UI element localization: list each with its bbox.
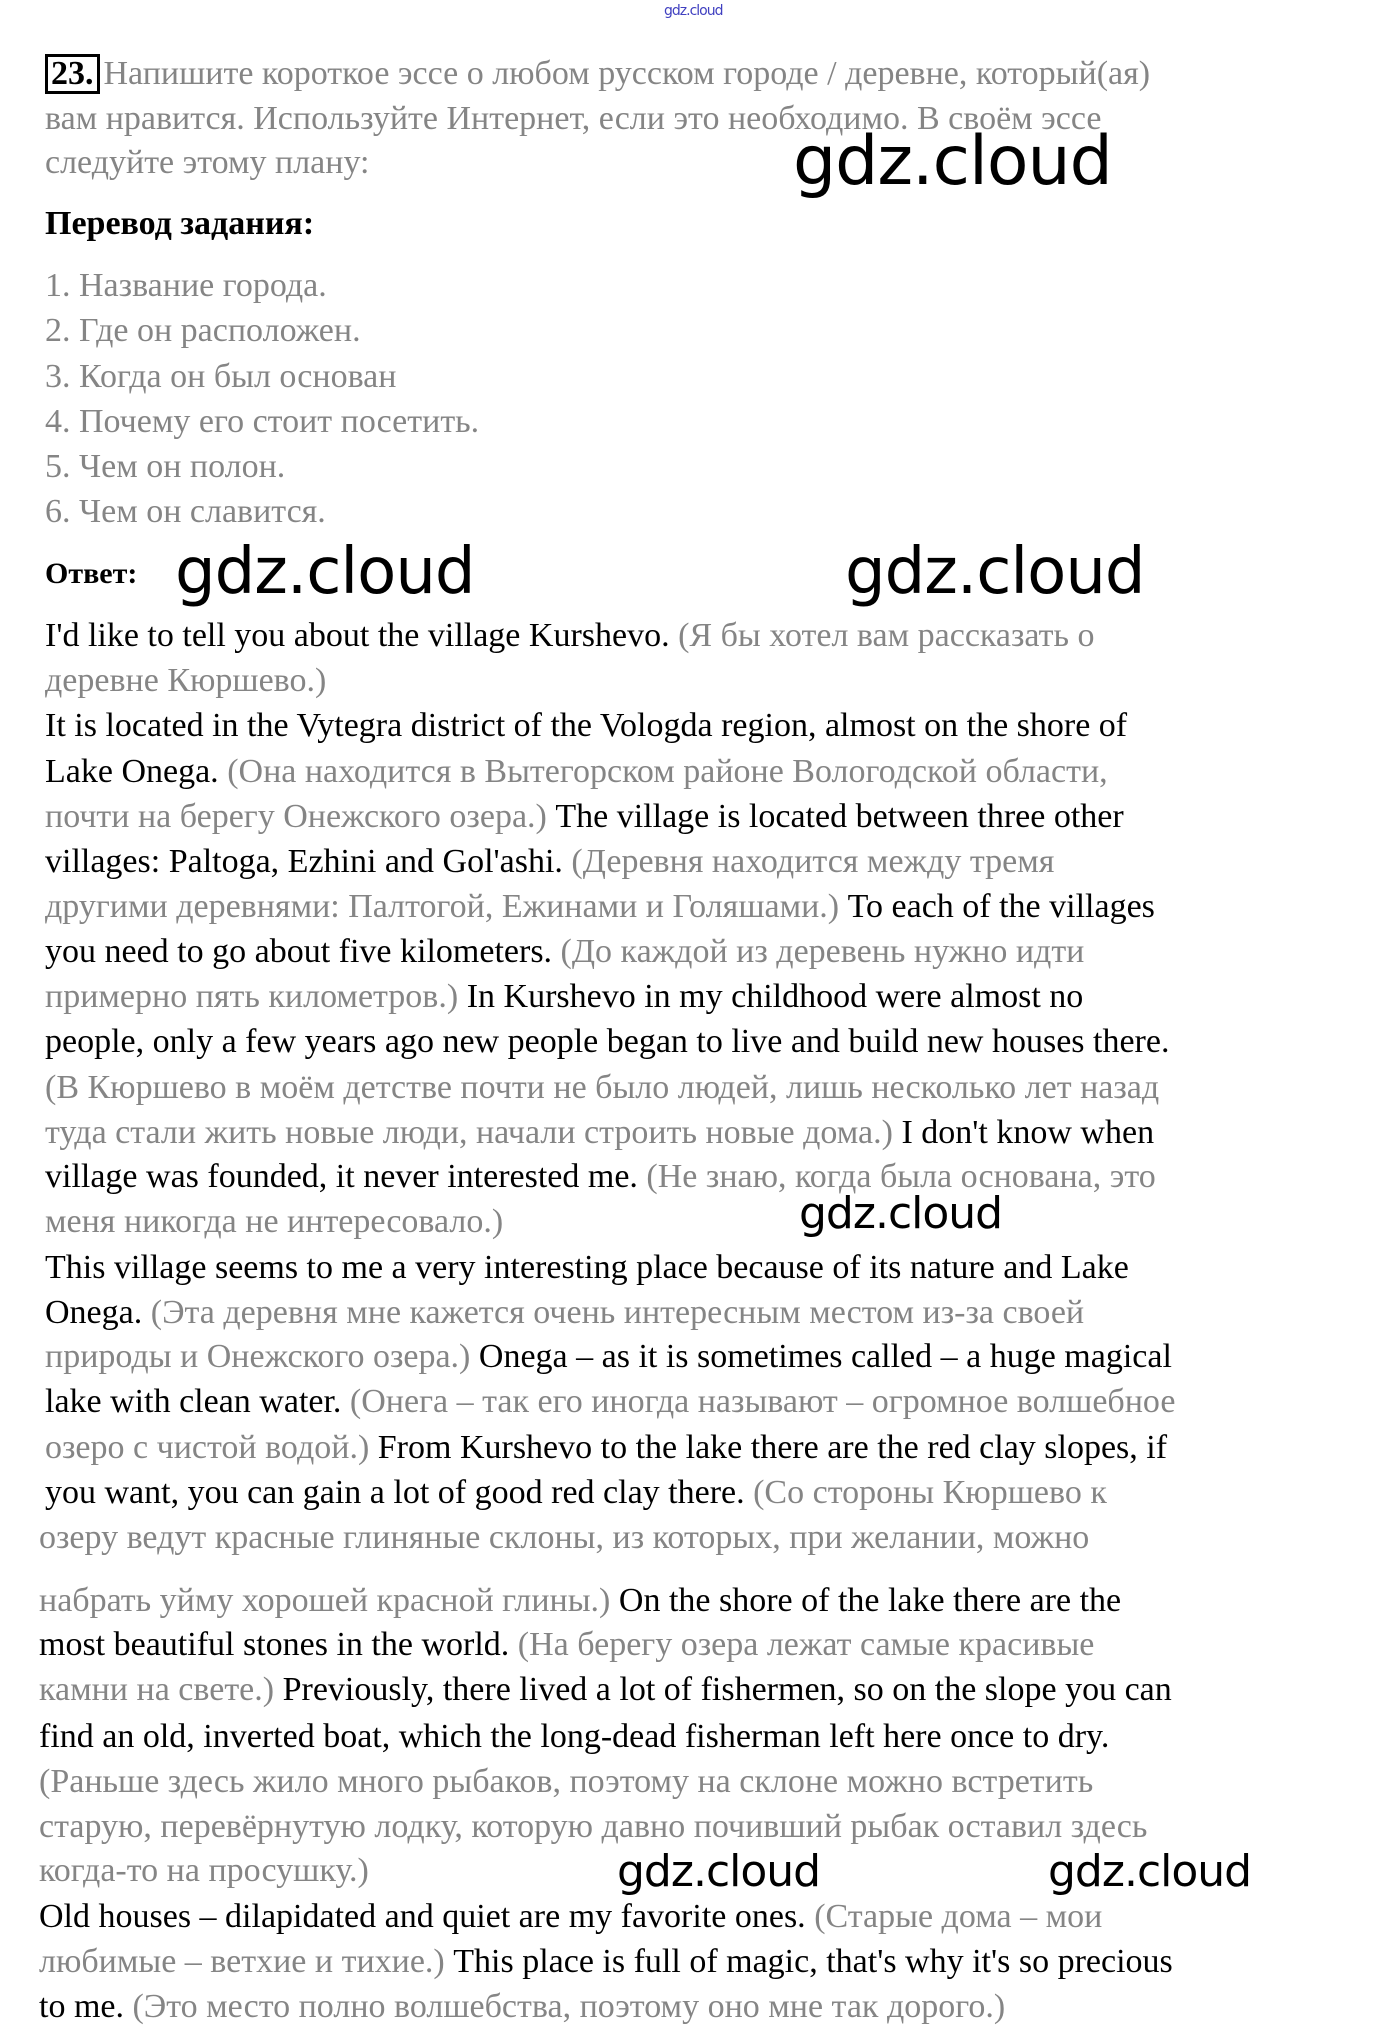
essay-line (39, 1623, 1094, 1667)
essay-line (39, 1940, 1173, 1984)
russian-translation: меня никогда не интересовало.) (45, 1203, 504, 1240)
english-text: I don't know when (901, 1114, 1155, 1151)
english-text: find an old, inverted boat, which the long-dead fisherman left here once to dry. (39, 1718, 1110, 1755)
english-text: you need to go about five kilometers. (45, 933, 561, 970)
russian-translation: озеру ведут красные глиняные склоны, из которых, при желании, можно (39, 1519, 1090, 1556)
plan-item: 5. Чем он полон. (45, 448, 286, 485)
english-text: to me. (39, 1988, 133, 2025)
english-text: On the shore of the lake there are the (618, 1582, 1122, 1619)
essay-line (39, 1516, 1089, 1560)
russian-translation: другими деревнями: Палтогой, Ежинами и Голяшами.) (45, 888, 848, 925)
english-text: This place is full of magic, that's why it's so precious (453, 1943, 1173, 1980)
english-text: Previously, there lived a lot of fishermen, so on the slope you can (282, 1671, 1172, 1708)
russian-translation: (Раньше здесь жило много рыбаков, поэтому на склоне можно встретить (39, 1763, 1094, 1800)
watermark-top: gdz.cloud (664, 3, 723, 19)
task-number: 23. (45, 54, 100, 94)
plan-item: 1. Название города. (45, 267, 327, 304)
essay-line (39, 1985, 1005, 2029)
russian-translation: туда стали жить новые люди, начали строить новые дома.) (45, 1114, 902, 1151)
russian-translation: (Старые дома – мои (814, 1898, 1103, 1935)
russian-translation: (Деревня находится между тремя (571, 843, 1055, 880)
russian-translation: (Эта деревня мне кажется очень интересным местом из-за своей (150, 1294, 1085, 1331)
essay-line (45, 704, 1127, 748)
russian-translation: (Со стороны Кюршево к (753, 1474, 1107, 1511)
english-text: It is located in the Vytegra district of the Vologda region, almost on the shore of (45, 707, 1128, 744)
english-text: most beautiful stones in the world. (39, 1626, 518, 1663)
essay-line (39, 1805, 1147, 1849)
russian-translation: (На берегу озера лежат самые красивые (517, 1626, 1095, 1663)
english-text: To each of the villages (847, 888, 1155, 925)
essay-line (45, 840, 1054, 884)
english-text: Onega – as it is sometimes called – a huge magical (478, 1338, 1172, 1375)
prompt-text: Напишите короткое эссе о любом русском городе / деревне, который(ая) (103, 55, 1151, 92)
english-text: I'd like to tell you about the village Kurshevo. (45, 617, 679, 654)
essay-line (45, 1471, 1107, 1515)
answer-label: Ответ: (45, 557, 138, 590)
essay-line (39, 1579, 1121, 1623)
essay-line (45, 750, 1108, 794)
essay-line (45, 1246, 1129, 1290)
russian-translation: (Не знаю, когда была основана, это (646, 1158, 1156, 1195)
english-text: Old houses – dilapidated and quiet are my favorite ones. (39, 1898, 815, 1935)
english-text: In Kurshevo in my childhood were almost no (466, 978, 1084, 1015)
essay-line (45, 1380, 1175, 1424)
essay-line (45, 930, 1084, 974)
russian-translation: (В Кюршево в моём детстве почти не было людей, лишь несколько лет назад (45, 1069, 1160, 1106)
essay-line (45, 1426, 1167, 1470)
task-prompt-line: вам нравится. Используйте Интернет, если это необходимо. В своём эссе (45, 100, 1102, 137)
russian-translation: когда-то на просушку.) (39, 1852, 369, 1889)
essay-line (45, 1111, 1154, 1155)
essay-line (45, 614, 1095, 658)
watermark: gdz.cloud (617, 1846, 821, 1897)
task-prompt-line: следуйте этому плану: (45, 144, 370, 181)
russian-translation: (Она находится в Вытегорском районе Вологодской области, (227, 753, 1108, 790)
essay-line (39, 1760, 1093, 1804)
english-text: village was founded, it never interested me. (45, 1158, 647, 1195)
russian-translation: любимые – ветхие и тихие.) (39, 1943, 454, 1980)
english-text: villages: Paltoga, Ezhini and Gol'ashi. (45, 843, 572, 880)
english-text: you want, you can gain a lot of good red clay there. (45, 1474, 754, 1511)
russian-translation: деревне Кюршево.) (45, 662, 327, 699)
essay-line (39, 1849, 369, 1893)
russian-translation: (Онега – так его иногда называют – огромное волшебное (349, 1383, 1176, 1420)
essay-line (45, 1066, 1159, 1110)
essay-line (45, 1020, 1169, 1064)
russian-translation: почти на берегу Онежского озера.) (45, 798, 556, 835)
essay-line (45, 975, 1083, 1019)
essay-line (39, 1668, 1172, 1712)
russian-translation: набрать уйму хорошей красной глины.) (39, 1582, 619, 1619)
watermark: gdz.cloud (793, 122, 1112, 201)
russian-translation: старую, перевёрнутую лодку, которую давно почивший рыбак оставил здесь (39, 1808, 1148, 1845)
plan-item: 4. Почему его стоит посетить. (45, 403, 480, 440)
watermark: gdz.cloud (175, 535, 475, 609)
essay-line (45, 1291, 1084, 1335)
english-text: This village seems to me a very interesting place because of its nature and Lake (45, 1249, 1129, 1286)
russian-translation: (Я бы хотел вам рассказать о (678, 617, 1095, 654)
translation-heading: Перевод задания: (45, 205, 315, 242)
english-text: From Kurshevo to the lake there are the red clay slopes, if (377, 1429, 1168, 1466)
plan-item: 3. Когда он был основан (45, 358, 397, 395)
russian-translation: (Это место полно волшебства, поэтому оно мне так дорого.) (132, 1988, 1006, 2025)
essay-line (45, 1335, 1172, 1379)
plan-item: 2. Где он расположен. (45, 312, 361, 349)
english-text: lake with clean water. (45, 1383, 350, 1420)
russian-translation: примерно пять километров.) (45, 978, 467, 1015)
task-prompt-line (45, 52, 1150, 96)
essay-line (45, 795, 1124, 839)
english-text: Lake Onega. (45, 753, 228, 790)
watermark: gdz.cloud (799, 1188, 1003, 1239)
plan-item: 6. Чем он славится. (45, 493, 326, 530)
essay-line (45, 1200, 503, 1244)
watermark: gdz.cloud (845, 535, 1145, 609)
essay-line (45, 885, 1155, 929)
russian-translation: камни на свете.) (39, 1671, 283, 1708)
russian-translation: озеро с чистой водой.) (45, 1429, 378, 1466)
essay-line (39, 1715, 1109, 1759)
english-text: people, only a few years ago new people began to live and build new houses there. (45, 1023, 1170, 1060)
english-text: Onega. (45, 1294, 151, 1331)
russian-translation: (До каждой из деревень нужно идти (560, 933, 1085, 970)
essay-line (39, 1895, 1102, 1939)
watermark: gdz.cloud (1048, 1846, 1252, 1897)
essay-line (45, 659, 326, 703)
english-text: The village is located between three other (555, 798, 1124, 835)
russian-translation: природы и Онежского озера.) (45, 1338, 479, 1375)
